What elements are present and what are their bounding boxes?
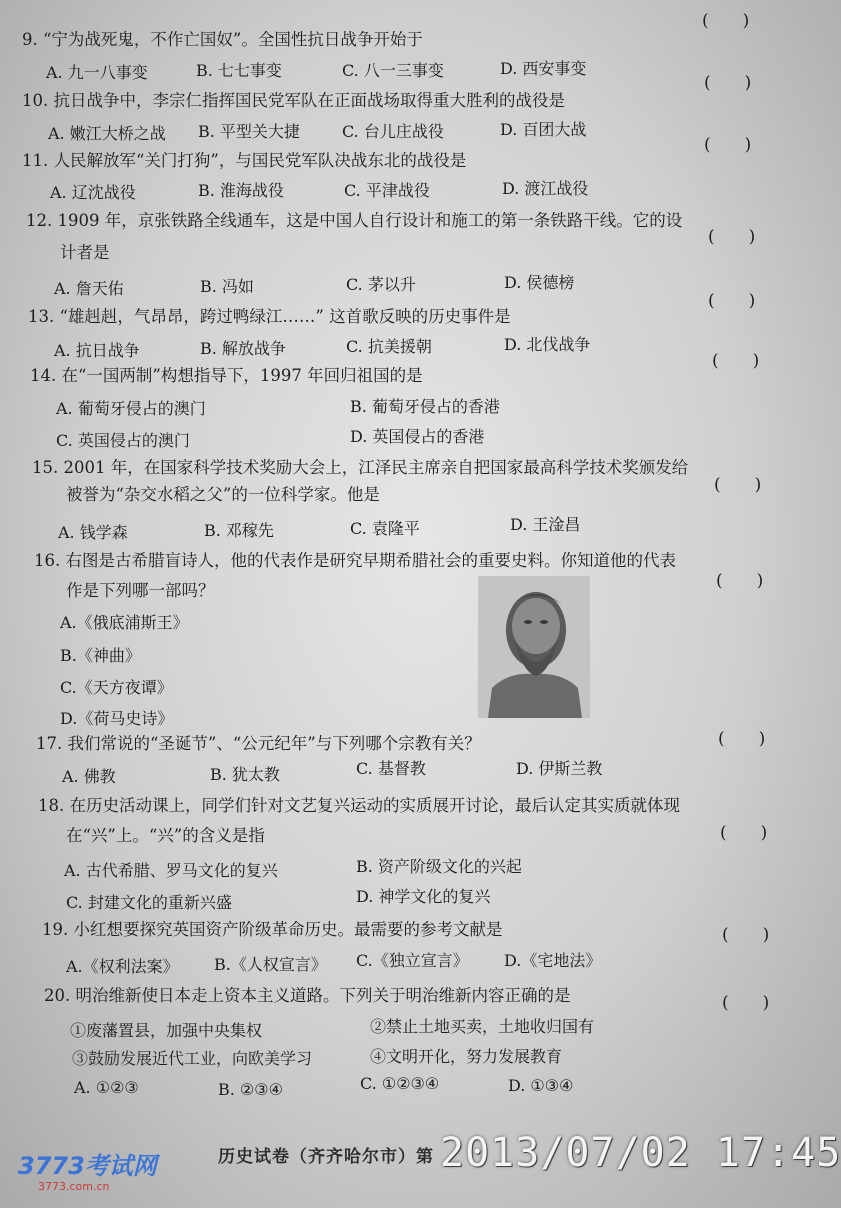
answer-paren: ( ) bbox=[704, 135, 752, 155]
q13-option-d: D. 北伐战争 bbox=[504, 335, 591, 354]
q11-option-d: D. 渡江战役 bbox=[502, 179, 589, 198]
answer-paren: ( ) bbox=[708, 291, 756, 311]
q19-option-c: C.《独立宣言》 bbox=[356, 951, 469, 970]
q16-option-c: C.《天方夜谭》 bbox=[60, 678, 173, 697]
q17-option-c: C. 基督教 bbox=[356, 759, 426, 778]
q16-option-a: A.《俄底浦斯王》 bbox=[60, 613, 189, 632]
q18-option-d: D. 神学文化的复兴 bbox=[356, 887, 491, 906]
q20-item-3: ③鼓励发展近代工业，向欧美学习 bbox=[72, 1049, 313, 1068]
q10-option-c: C. 台儿庄战役 bbox=[342, 122, 444, 141]
q10-option-a: A. 嫩江大桥之战 bbox=[48, 124, 166, 143]
q15-option-a: A. 钱学森 bbox=[58, 523, 128, 542]
answer-paren: ( ) bbox=[714, 475, 762, 495]
q11-option-c: C. 平津战役 bbox=[344, 181, 430, 200]
q18-option-c: C. 封建文化的重新兴盛 bbox=[66, 893, 232, 912]
q15-option-c: C. 袁隆平 bbox=[350, 519, 420, 538]
q20-option-a: A. ①②③ bbox=[74, 1078, 139, 1097]
answer-paren: ( ) bbox=[716, 571, 764, 591]
q9-option-a: A. 九一八事变 bbox=[46, 63, 148, 82]
q19-option-b: B.《人权宣言》 bbox=[214, 955, 327, 974]
homer-bust-image bbox=[478, 576, 590, 718]
question-15-stem: 15. 2001 年，在国家科学技术奖励大会上，江泽民主席亲自把国家最高科学技术奖颁发给 bbox=[32, 458, 689, 477]
q14-option-c: C. 英国侵占的澳门 bbox=[56, 431, 190, 450]
q13-option-a: A. 抗日战争 bbox=[54, 341, 140, 360]
question-14-stem: 14. 在“一国两制”构想指导下，1997 年回归祖国的是 bbox=[30, 366, 423, 385]
q14-option-d: D. 英国侵占的香港 bbox=[350, 427, 485, 446]
q9-option-b: B. 七七事变 bbox=[196, 61, 282, 80]
q12-option-c: C. 茅以升 bbox=[346, 275, 416, 294]
q13-option-c: C. 抗美援朝 bbox=[346, 337, 432, 356]
question-19-stem: 19. 小红想要探究英国资产阶级革命历史。最需要的参考文献是 bbox=[42, 920, 503, 939]
site-watermark-url: 3773.com.cn bbox=[38, 1180, 110, 1193]
q19-option-d: D.《宅地法》 bbox=[504, 951, 602, 970]
question-11-stem: 11. 人民解放军“关门打狗”，与国民党军队决战东北的战役是 bbox=[22, 151, 467, 170]
q19-option-a: A.《权利法案》 bbox=[66, 957, 179, 976]
q16-option-b: B.《神曲》 bbox=[60, 646, 141, 665]
answer-paren: ( ) bbox=[708, 227, 756, 247]
q9-option-d: D. 西安事变 bbox=[500, 59, 587, 78]
q17-option-b: B. 犹太教 bbox=[210, 765, 280, 784]
question-18-stem-cont: 在“兴”上。“兴”的含义是指 bbox=[66, 826, 265, 845]
q14-option-a: A. 葡萄牙侵占的澳门 bbox=[56, 399, 206, 418]
q20-item-2: ②禁止土地买卖，土地收归国有 bbox=[370, 1017, 595, 1036]
question-9-stem: 9. “宁为战死鬼，不作亡国奴”。全国性抗日战争开始于 bbox=[22, 30, 423, 49]
q15-option-d: D. 王淦昌 bbox=[510, 515, 581, 534]
question-16-stem: 16. 右图是古希腊盲诗人，他的代表作是研究早期希腊社会的重要史料。你知道他的代表 bbox=[34, 551, 676, 570]
q12-option-a: A. 詹天佑 bbox=[54, 279, 124, 298]
q18-option-a: A. 古代希腊、罗马文化的复兴 bbox=[64, 861, 278, 880]
question-15-stem-cont: 被誉为“杂交水稻之父”的一位科学家。他是 bbox=[66, 485, 380, 504]
q20-item-4: ④文明开化，努力发展教育 bbox=[370, 1047, 563, 1066]
q11-option-b: B. 淮海战役 bbox=[198, 181, 284, 200]
answer-paren: ( ) bbox=[712, 351, 760, 371]
page-footer: 历史试卷（齐齐哈尔市）第 bbox=[218, 1147, 434, 1167]
q20-option-b: B. ②③④ bbox=[218, 1080, 283, 1099]
answer-paren: ( ) bbox=[704, 73, 752, 93]
answer-paren: ( ) bbox=[720, 823, 768, 843]
question-17-stem: 17. 我们常说的“圣诞节”、“公元纪年”与下列哪个宗教有关？ bbox=[36, 734, 481, 753]
question-10-stem: 10. 抗日战争中，李宗仁指挥国民党军队在正面战场取得重大胜利的战役是 bbox=[22, 91, 565, 110]
question-16-stem-cont: 作是下列哪一部吗？ bbox=[66, 581, 215, 600]
q18-option-b: B. 资产阶级文化的兴起 bbox=[356, 857, 522, 876]
q9-option-c: C. 八一三事变 bbox=[342, 61, 444, 80]
q20-option-d: D. ①③④ bbox=[508, 1076, 574, 1095]
q12-option-d: D. 侯德榜 bbox=[504, 273, 575, 292]
q20-option-c: C. ①②③④ bbox=[360, 1074, 440, 1093]
q10-option-d: D. 百团大战 bbox=[500, 120, 587, 139]
site-watermark-logo: 3773考试网 bbox=[18, 1152, 157, 1180]
q10-option-b: B. 平型关大捷 bbox=[198, 122, 300, 141]
q17-option-d: D. 伊斯兰教 bbox=[516, 759, 603, 778]
question-13-stem: 13. “雄赳赳，气昂昂，跨过鸭绿江……” 这首歌反映的历史事件是 bbox=[28, 307, 511, 326]
q20-item-1: ①废藩置县，加强中央集权 bbox=[70, 1021, 263, 1040]
question-20-stem: 20. 明治维新使日本走上资本主义道路。下列关于明治维新内容正确的是 bbox=[44, 986, 571, 1005]
photo-timestamp: 2013/07/02 17:45 bbox=[440, 1130, 841, 1176]
q13-option-b: B. 解放战争 bbox=[200, 339, 286, 358]
q14-option-b: B. 葡萄牙侵占的香港 bbox=[350, 397, 500, 416]
q15-option-b: B. 邓稼先 bbox=[204, 521, 274, 540]
answer-paren: ( ) bbox=[722, 925, 770, 945]
q17-option-a: A. 佛教 bbox=[62, 767, 116, 786]
answer-paren: ( ) bbox=[702, 11, 750, 31]
q11-option-a: A. 辽沈战役 bbox=[50, 183, 136, 202]
question-12-stem-cont: 计者是 bbox=[60, 243, 110, 262]
answer-paren: ( ) bbox=[722, 993, 770, 1013]
q16-option-d: D.《荷马史诗》 bbox=[60, 709, 174, 728]
question-18-stem: 18. 在历史活动课上，同学们针对文艺复兴运动的实质展开讨论，最后认定其实质就体现 bbox=[38, 796, 680, 815]
question-12-stem: 12. 1909 年，京张铁路全线通车，这是中国人自行设计和施工的第一条铁路干线。它的设 bbox=[26, 211, 683, 230]
answer-paren: ( ) bbox=[718, 729, 766, 749]
q12-option-b: B. 冯如 bbox=[200, 277, 254, 296]
